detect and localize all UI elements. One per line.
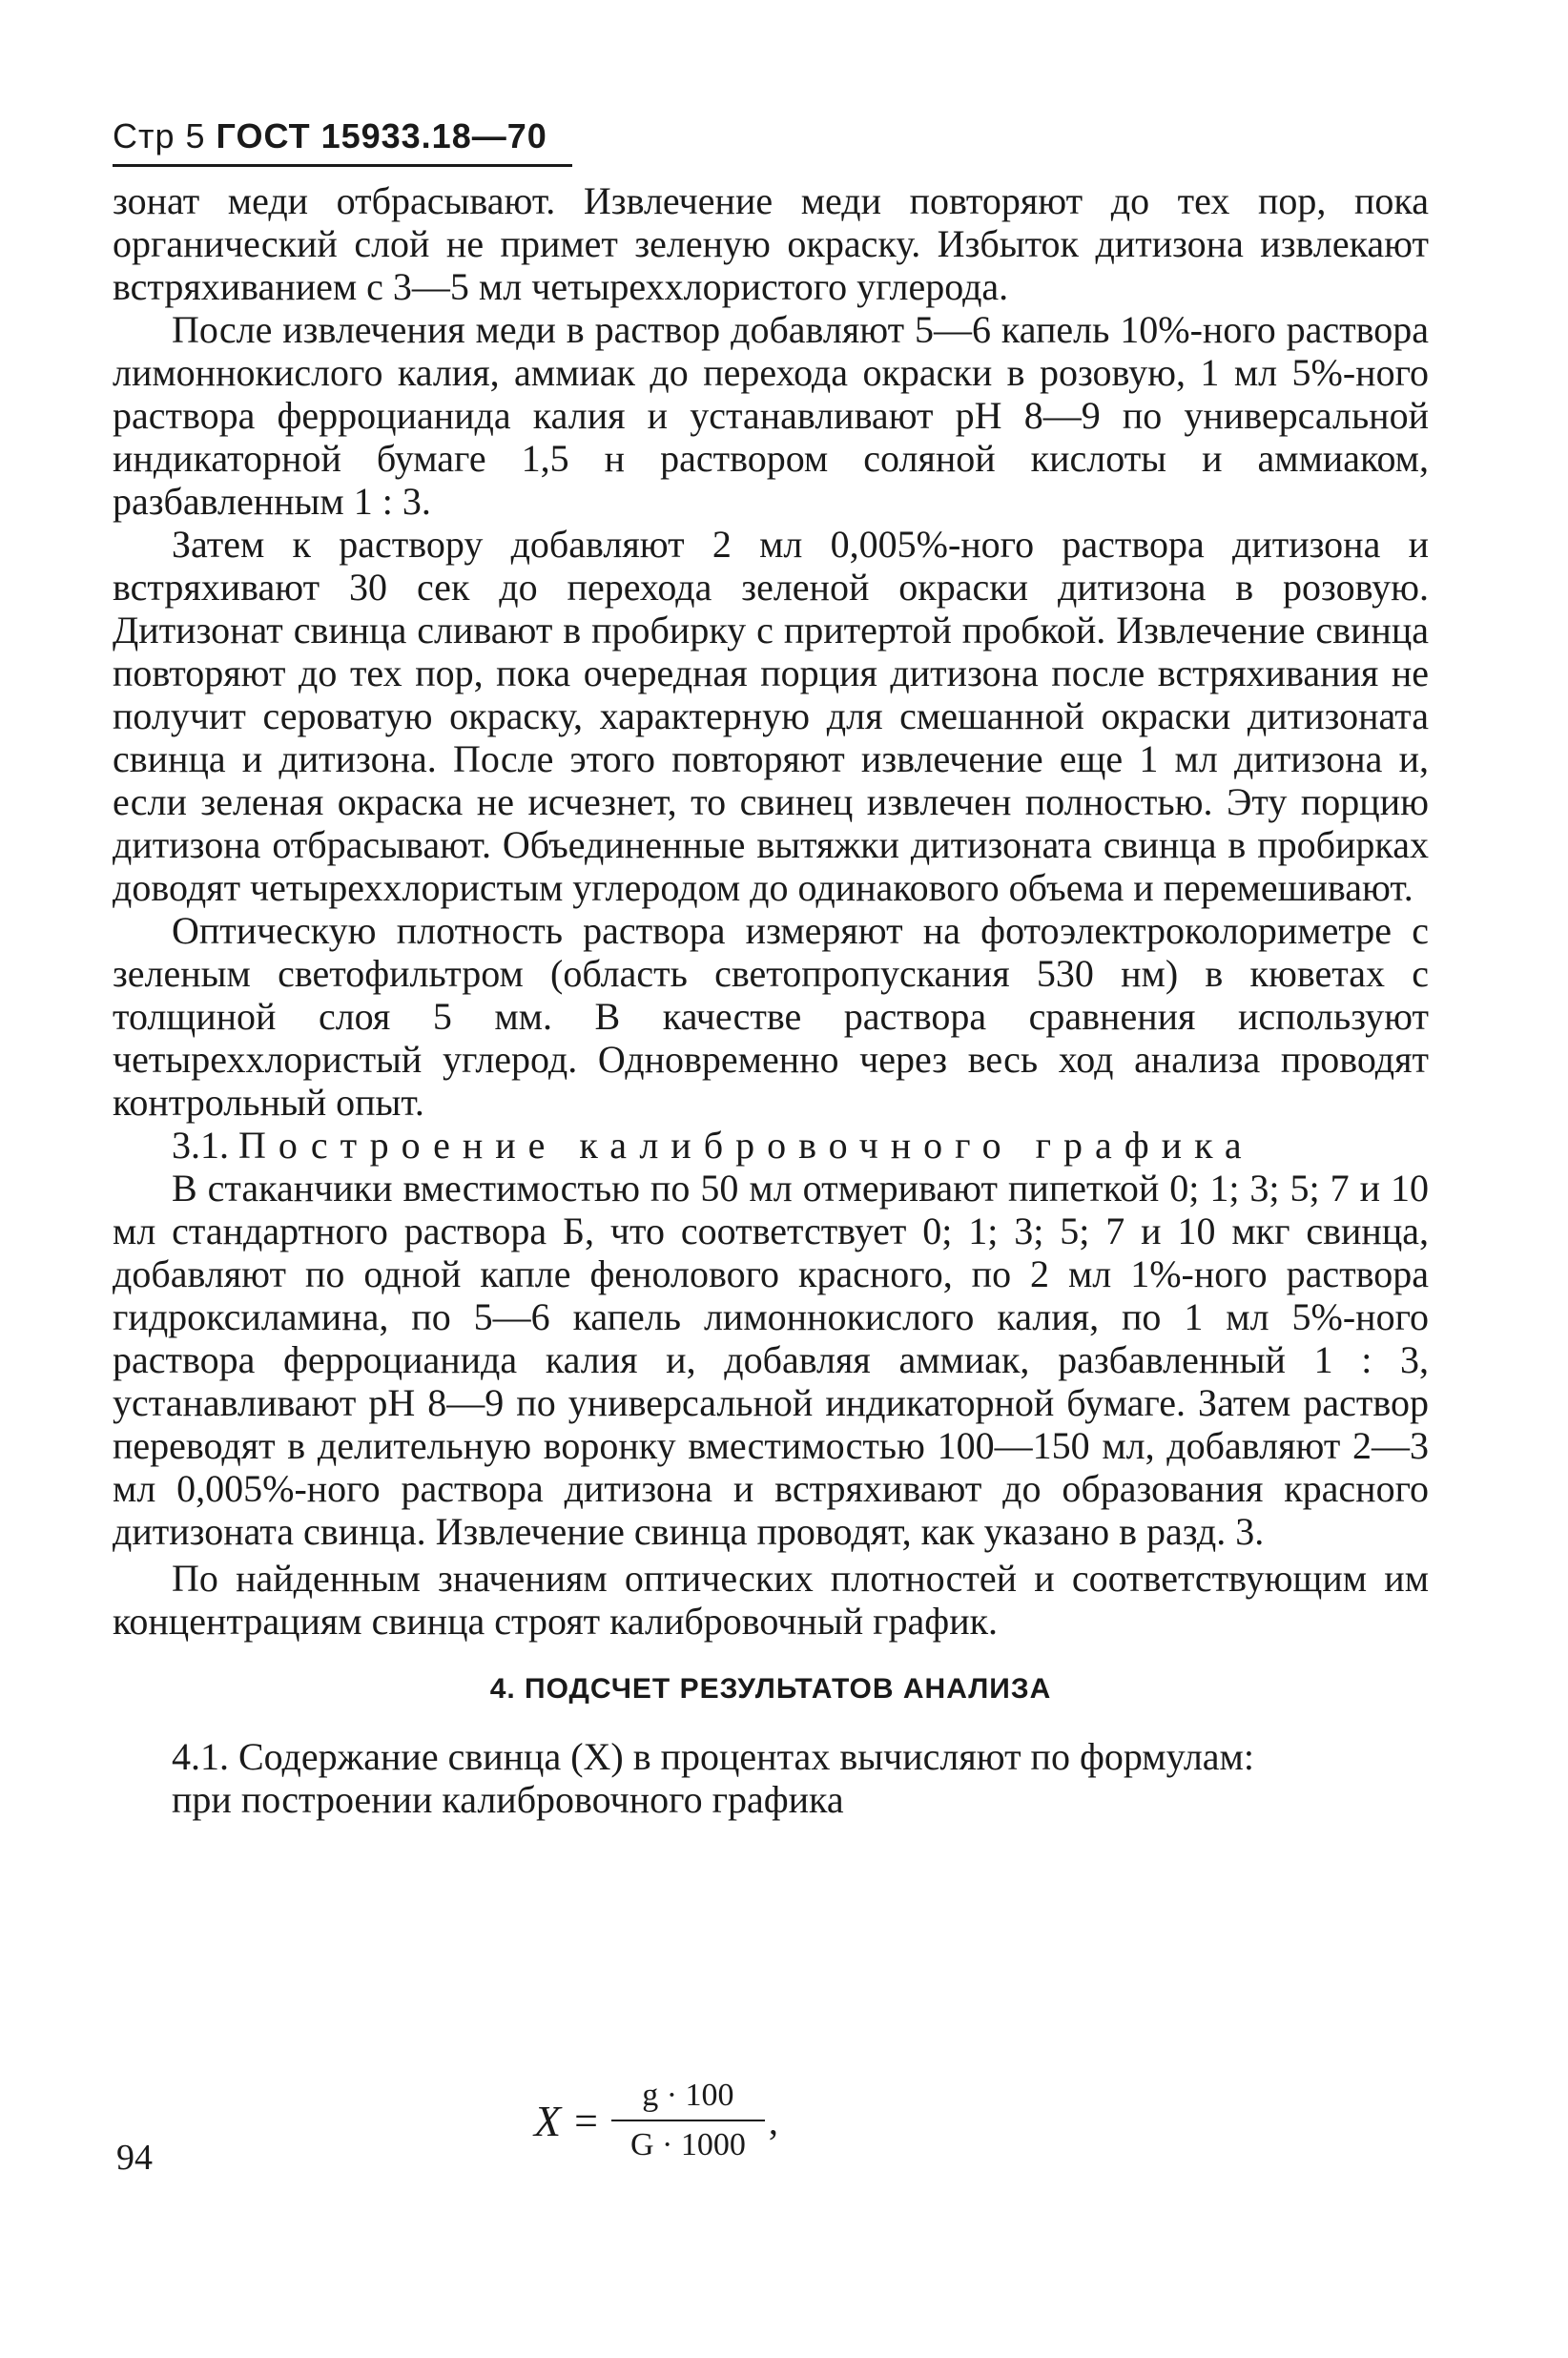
paragraph-8: при построении калибровочного графика xyxy=(172,1778,844,1821)
paragraph-2: После извлечения меди в раствор добавляют 5—6 капель 10%-ного раствора лимоннокислого калия, аммиак до перехода окраски в розовую, 1 мл 5%-ного раствора ферроцианида калия и устанавливают pH 8—9 по универсальной индикаторной бумаге 1,5 н раствором соляной кислоты и аммиаком, разбавленным 1 : 3. xyxy=(113,308,1429,523)
paragraph-6: По найденным значениям оптических плотностей и соответствующим им концентрациям свинца строят калибровочный график. xyxy=(113,1557,1429,1643)
body-text xyxy=(113,179,1429,1821)
header-standard: ГОСТ 15933.18—70 xyxy=(216,116,547,155)
page-number: 94 xyxy=(116,2138,153,2178)
paragraph-3: Затем к раствору добавляют 2 мл 0,005%-ного раствора дитизона и встряхивают 30 сек до перехода зеленой окраски дитизона в розовую. Дитизонат свинца сливают в пробирку с притертой пробкой. Извлечение свинца повторяют до тех пор, пока очередная порция дитизона после встряхивания не получит сероватую окраску, характерную для смешанной окраски дитизоната свинца и дитизона. После этого повторяют извлечение еще 1 мл дитизона и, если зеленая окраска не исчезнет, то свинец извлечен полностью. Эту порцию дитизона отбрасывают. Объединенные вытяжки дитизоната свинца в пробирках доводят четыреххлористым углеродом до одинакового объема и перемешивают. xyxy=(113,523,1429,909)
header-page-ref: Стр 5 xyxy=(113,116,206,155)
formula-fraction xyxy=(611,2078,765,2163)
paragraph-4: Оптическую плотность раствора измеряют на фотоэлектроколориметре с зеленым светофильтром (область светопропускания 530 нм) в кюветах с толщиной слоя 5 мм. В качестве раствора сравнения используют четыреххлористый углерод. Одновременно через весь ход анализа проводят контрольный опыт. xyxy=(113,909,1429,1124)
formula-variable: X xyxy=(534,2096,562,2145)
paragraph-1: зонат меди отбрасывают. Извлечение меди повторяют до тех пор, пока органический слой не примет зеленую окраску. Избыток дитизона извлекают встряхиванием с 3—5 мл четыреххлористого углерода. xyxy=(113,179,1429,308)
formula-numerator: g · 100 xyxy=(642,2078,734,2113)
formula-denominator: G · 1000 xyxy=(611,2120,765,2163)
section-4-title: 4. ПОДСЧЕТ РЕЗУЛЬТАТОВ АНАЛИЗА xyxy=(489,1673,1052,1705)
page-header xyxy=(113,116,547,156)
header-rule xyxy=(113,164,572,167)
formula-equals: = xyxy=(574,2097,598,2144)
subsection-heading xyxy=(113,1124,1429,1167)
formula xyxy=(534,2078,778,2163)
subsection-number: 3.1. xyxy=(172,1124,229,1167)
paragraph-7: 4.1. Содержание свинца (X) в процентах вычисляют по формулам: xyxy=(172,1735,1254,1778)
paragraph-5: В стаканчики вместимостью по 50 мл отмеривают пипеткой 0; 1; 3; 5; 7 и 10 мл стандартного раствора Б, что соответствует 0; 1; 3; 5; 7 и 10 мкг свинца, добавляют по одной капле фенолового красного, по 2 мл 1%-ного раствора гидроксиламина, по 5—6 капель лимоннокислого калия, по 1 мл 5%-ного раствора ферроцианида калия и, добавляя аммиак, разбавленный 1 : 3, устанавливают pH 8—9 по универсальной индикаторной бумаге. Затем раствор переводят в делительную воронку вместимостью 100—150 мл, добавляют 2—3 мл 0,005%-ного раствора дитизона и встряхивают до образования красного дитизоната свинца. Извлечение свинца проводят, как указано в разд. 3. xyxy=(113,1167,1429,1553)
subsection-title: Построение калибровочного графика xyxy=(238,1124,1254,1167)
formula-comma: , xyxy=(768,2099,778,2142)
